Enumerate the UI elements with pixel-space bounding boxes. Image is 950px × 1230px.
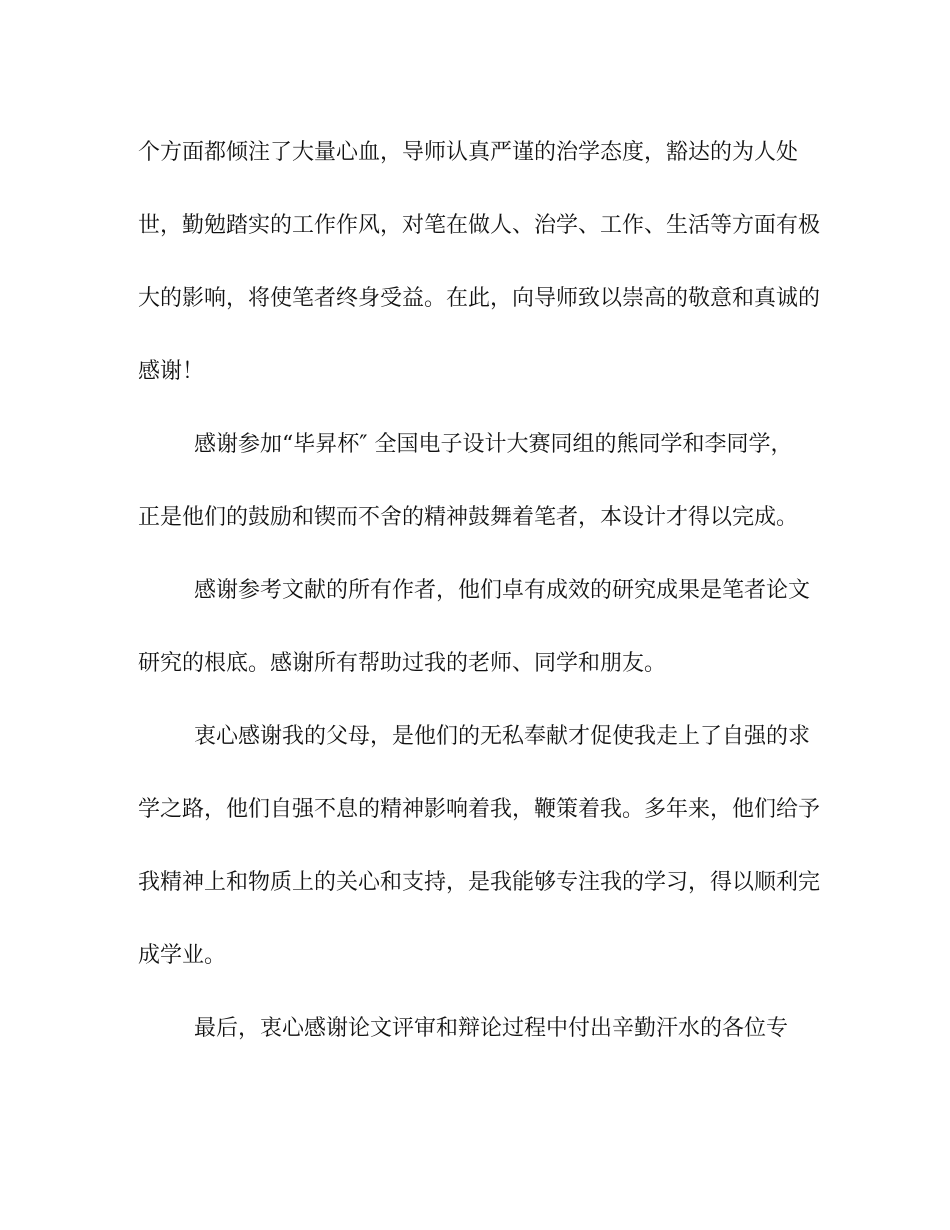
- text-line: 感谢！: [138, 359, 205, 384]
- text-line: 成学业。: [138, 943, 227, 968]
- text-line: 世，勤勉踏实的工作作风，对笔在做人、治学、工作、生活等方面有极: [138, 213, 821, 238]
- text-line: 学之路，他们自强不息的精神影响着我，鞭策着我。多年来，他们给予: [138, 797, 821, 822]
- text-line: 大的影响，将使笔者终身受益。在此，向导师致以崇高的敬意和真诚的: [138, 286, 821, 311]
- text-line: 我精神上和物质上的关心和支持，是我能够专注我的学习，得以顺利完: [138, 870, 821, 895]
- text-line: 正是他们的鼓励和锲而不舍的精神鼓舞着笔者，本设计才得以完成。: [138, 505, 799, 530]
- text-line: 衷心感谢我的父母，是他们的无私奉献才促使我走上了自强的求: [194, 724, 811, 749]
- text-line: 感谢参考文献的所有作者，他们卓有成效的研究成果是笔者论文: [194, 578, 811, 603]
- text-line: 感谢参加“毕昇杯″ 全国电子设计大赛同组的熊同学和李同学，: [194, 432, 793, 457]
- text-line: 最后，衷心感谢论文评审和辩论过程中付出辛勤汗水的各位专: [194, 1016, 789, 1041]
- text-line: 个方面都倾注了大量心血，导师认真严谨的治学态度，豁达的为人处: [138, 140, 799, 165]
- text-line: 研究的根底。感谢所有帮助过我的老师、同学和朋友。: [138, 651, 667, 676]
